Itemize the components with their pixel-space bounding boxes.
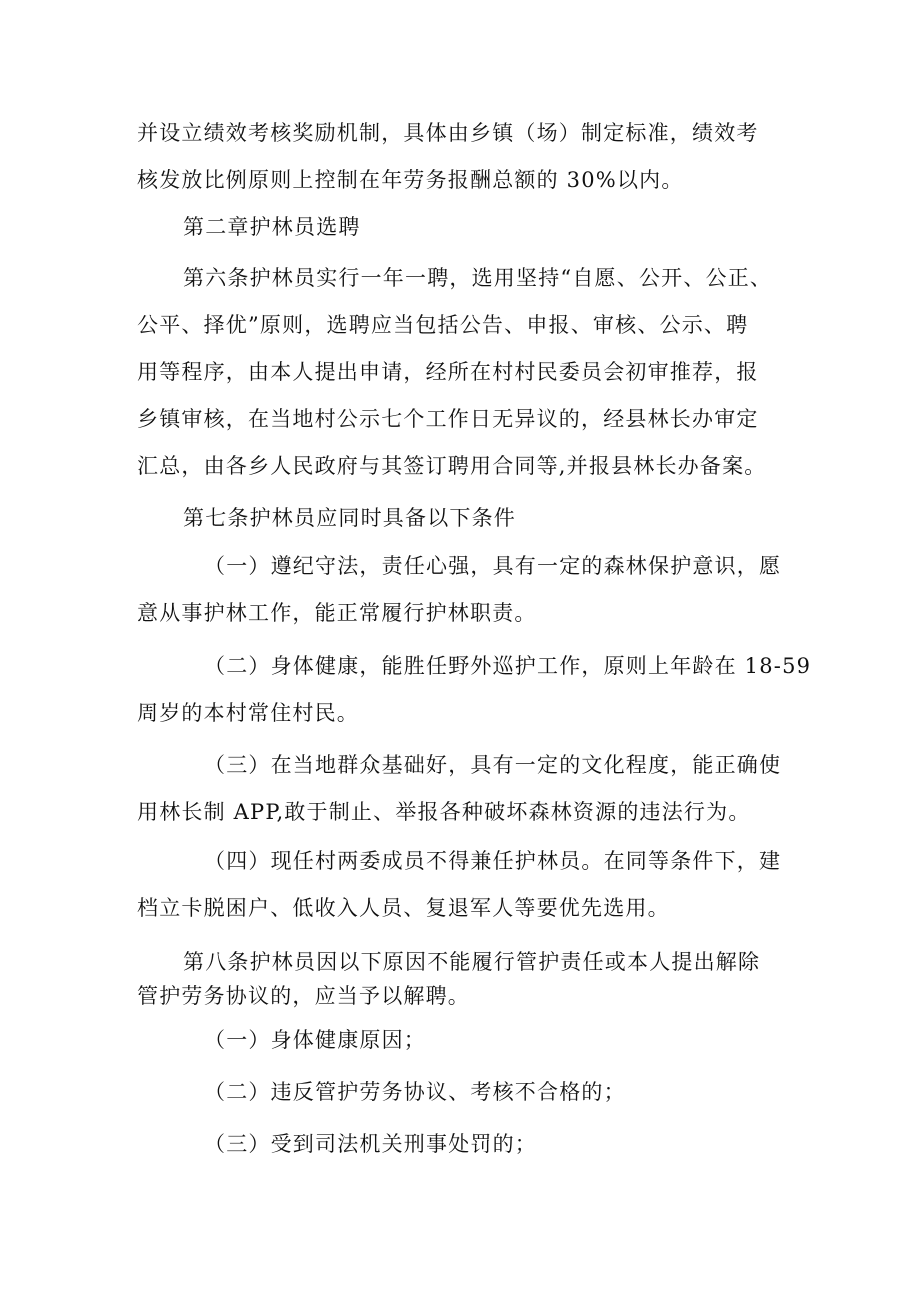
text-line: （二）违反管护劳务协议、考核不合格的； bbox=[204, 1080, 626, 1104]
text-line: 周岁的本村常住村民。 bbox=[137, 701, 359, 725]
article-7-item-1 bbox=[137, 543, 791, 637]
article-8-item-1 bbox=[137, 1017, 791, 1064]
article-8-item-2 bbox=[137, 1069, 791, 1116]
article-8 bbox=[137, 945, 791, 1013]
text-line: （二）身体健康，能胜任野外巡护工作，原则上年龄在 18-59 bbox=[204, 654, 812, 678]
text-line: 第八条护林员因以下原因不能履行管护责任或本人提出解除 bbox=[183, 950, 761, 974]
text-line: 公平、择优”原则，选聘应当包括公告、申报、审核、公示、聘 bbox=[137, 313, 749, 337]
paragraph-intro bbox=[137, 110, 791, 204]
article-7-item-3 bbox=[137, 742, 791, 836]
text-line: 乡镇审核，在当地村公示七个工作日无异议的，经县林长办审定 bbox=[137, 407, 759, 431]
article-7-item-2 bbox=[137, 643, 812, 737]
text-line: （三）受到司法机关刑事处罚的； bbox=[204, 1132, 537, 1156]
text-line: 第七条护林员应同时具备以下条件 bbox=[183, 506, 516, 530]
article-6 bbox=[137, 255, 791, 490]
article-7-item-4 bbox=[137, 838, 791, 932]
text-line: 第二章护林员选聘 bbox=[183, 215, 361, 239]
text-line: （四）现任村两委成员不得兼任护林员。在同等条件下，建 bbox=[204, 849, 782, 873]
text-line: （一）身体健康原因； bbox=[204, 1028, 426, 1052]
text-line: （一）遵纪守法，责任心强，具有一定的森林保护意识，愿 bbox=[204, 554, 782, 578]
text-line: 并设立绩效考核奖励机制，具体由乡镇（场）制定标准，绩效考 bbox=[137, 121, 759, 145]
text-line: 意从事护林工作，能正常履行护林职责。 bbox=[137, 601, 537, 625]
text-line: （三）在当地群众基础好，具有一定的文化程度，能正确使 bbox=[204, 753, 782, 777]
chapter-heading bbox=[137, 204, 791, 251]
text-line: 用等程序，由本人提出申请，经所在村村民委员会初审推荐，报 bbox=[137, 360, 759, 384]
text-line: 核发放比例原则上控制在年劳务报酬总额的 30%以内。 bbox=[137, 168, 684, 192]
article-7 bbox=[137, 495, 791, 542]
article-8-item-3 bbox=[137, 1121, 791, 1168]
text-line: 档立卡脱困户、低收入人员、复退军人等要优先选用。 bbox=[137, 896, 670, 920]
text-line: 第六条护林员实行一年一聘，选用坚持“自愿、公开、公正、 bbox=[183, 266, 773, 290]
text-line: 汇总，由各乡人民政府与其签订聘用合同等,并报县林长办备案。 bbox=[137, 454, 767, 478]
text-line: 管护劳务协议的，应当予以解聘。 bbox=[137, 984, 470, 1008]
text-line: 用林长制 APP,敢于制止、举报各种破坏森林资源的违法行为。 bbox=[137, 800, 751, 824]
